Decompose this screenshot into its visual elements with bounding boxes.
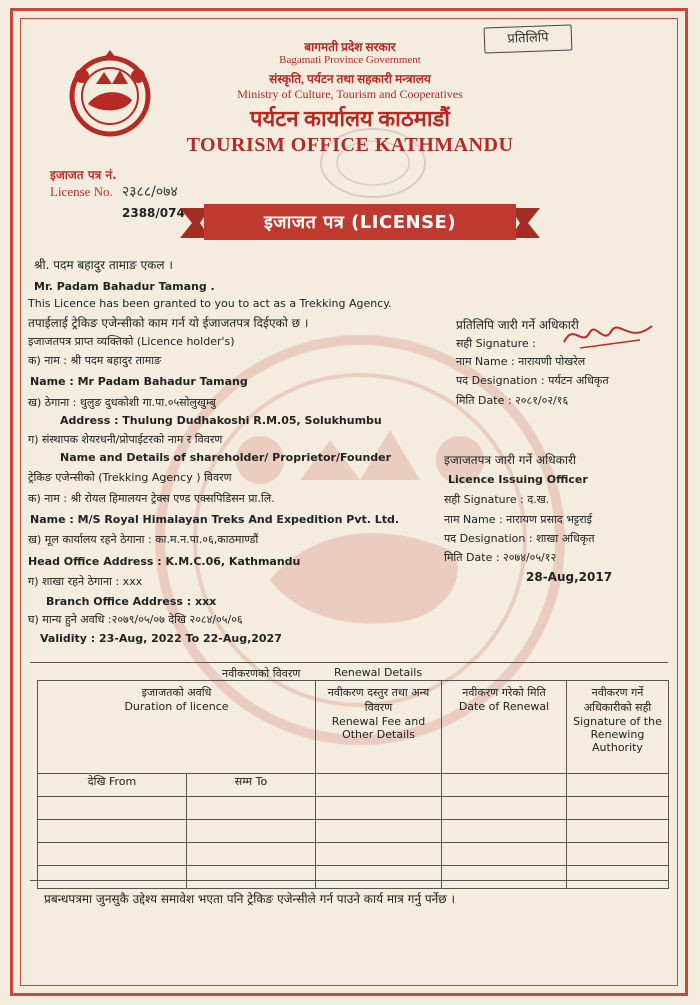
agency-section-label: ट्रेकिङ एजेन्सीको (Trekking Agency ) विवरण xyxy=(28,471,232,484)
col-fee-np: नवीकरण दस्तुर तथा अन्य विवरण xyxy=(327,686,430,714)
renewal-to-cell xyxy=(187,774,316,797)
holder-section-label: इजाजतपत्र प्राप्त व्यक्तिको (Licence holder's) xyxy=(28,335,235,348)
holder-name-en-line: Name : Mr Padam Bahadur Tamang xyxy=(30,375,248,388)
copy-officer-designation: पद Designation : पर्यटन अधिकृत xyxy=(456,374,609,387)
renewal-table-row xyxy=(38,774,669,797)
renewal-cell xyxy=(567,774,669,797)
col-date-np: नवीकरण गरेको मिति xyxy=(462,686,546,699)
license-no-label-np: इजाजत पत्र नं. xyxy=(50,168,117,182)
renewal-from-cell xyxy=(38,774,187,797)
renewal-col-signature xyxy=(567,681,669,774)
holder-salutation-np: श्री. पदम बहादुर तामाङ एकल । xyxy=(34,258,173,272)
issuing-officer-title-np: इजाजतपत्र जारी गर्ने अधिकारी xyxy=(444,453,576,467)
col-signature-np: नवीकरण गर्ने अधिकारीको सही xyxy=(583,686,652,714)
renewal-table-row xyxy=(38,797,669,820)
shareholder-label-en: Name and Details of shareholder/ Proprietor/Founder xyxy=(60,451,392,464)
renewal-divider xyxy=(30,662,668,663)
copy-stamp: प्रतिलिपि xyxy=(484,24,573,53)
renewal-title-en: Renewal Details xyxy=(334,666,423,679)
renewal-cell xyxy=(316,774,442,797)
office-title-en: TOURISM OFFICE KATHMANDU xyxy=(186,134,514,156)
renewal-table-header-row xyxy=(38,681,669,774)
grant-text-np: तपाईलाई ट्रेकिङ एजेन्सीको काम गर्न यो ईजाजतपत्र दिईएको छ । xyxy=(28,316,309,330)
grant-text-en: This Licence has been granted to you to act as a Trekking Agency. xyxy=(28,297,392,310)
to-label: सम्म To xyxy=(234,775,268,788)
footer-divider xyxy=(30,880,668,881)
renewal-table-row xyxy=(38,820,669,843)
issuing-officer-name: नाम Name : नारायण प्रसाद भट्टराई xyxy=(444,513,593,526)
ministry-title-np: संस्कृति, पर्यटन तथा सहकारी मन्त्रालय xyxy=(269,72,431,86)
issuing-officer-date-en: 28-Aug,2017 xyxy=(526,570,613,584)
issuing-officer-signature: सही Signature : द.ख. xyxy=(444,493,550,506)
renewal-cell xyxy=(442,774,567,797)
head-office-np: ख) मूल कार्यालय रहने ठेगाना : का.म.न.पा.०६,काठमाण्डौं xyxy=(28,533,259,546)
branch-office-en: Branch Office Address : xxx xyxy=(46,595,217,608)
copy-officer-signature: सही Signature : xyxy=(456,337,536,350)
renewal-col-date xyxy=(442,681,567,774)
footer-note: प्रबन्धपत्रमा जुनसुकै उद्देश्य समावेश भएता पनि ट्रेकिङ एजेन्सीले गर्न पाउने कार्य मात्र गर्नु पर्नेछ । xyxy=(44,892,456,906)
col-duration-np: इजाजतको अवधि xyxy=(141,686,212,699)
license-no-label-en: License No. xyxy=(50,184,113,199)
copy-officer-title: प्रतिलिपि जारी गर्ने अधिकारी xyxy=(456,318,579,332)
province-title-en: Bagamati Province Government xyxy=(279,54,421,66)
col-date-en: Date of Renewal xyxy=(458,700,550,713)
from-label: देखि From xyxy=(87,775,137,788)
validity-en: Validity : 23-Aug, 2022 To 22-Aug,2027 xyxy=(40,632,282,645)
branch-office-np: ग) शाखा रहने ठेगाना : xxx xyxy=(28,575,143,588)
holder-address-np: ख) ठेगाना : थुलुङ दुधकोशी गा.पा.०५सोलुखुम्बु xyxy=(28,396,216,409)
license-banner-title: इजाजत पत्र (LICENSE) xyxy=(263,212,457,233)
agency-name-en: Name : M/S Royal Himalayan Treks And Expedition Pvt. Ltd. xyxy=(30,513,400,526)
renewal-table-row xyxy=(38,843,669,866)
ministry-title-en: Ministry of Culture, Tourism and Cooperatives xyxy=(237,87,463,101)
copy-officer-signature-scribble-icon xyxy=(560,318,656,352)
renewal-table-row xyxy=(38,866,669,889)
issuing-officer-title-en: Licence Issuing Officer xyxy=(448,473,588,486)
holder-name-en: Mr. Padam Bahadur Tamang . xyxy=(34,280,215,293)
col-signature-en: Signature of the Renewing Authority xyxy=(573,715,662,754)
issuing-officer-designation: पद Designation : शाखा अधिकृत xyxy=(444,532,595,545)
holder-name-np-line: क) नाम : श्री पदम बहादुर तामाङ xyxy=(28,354,162,367)
license-no-value-np: २३८८/०७४ xyxy=(122,184,178,200)
validity-np: घ) मान्य हुने अवधि :२०७९/०५/०७ देखि २०८४/०५/०६ xyxy=(28,613,243,626)
renewal-col-duration xyxy=(38,681,316,774)
province-title-np: बागमती प्रदेश सरकार xyxy=(304,40,396,54)
renewal-title-np: नवीकरणको विवरण xyxy=(222,667,301,680)
shareholder-label-np: ग) संस्थापक शेयरधनी/प्रोपाईटरको नाम र विवरण xyxy=(28,433,223,446)
office-title-np: पर्यटन कार्यालय काठमाडौं xyxy=(250,106,450,131)
copy-officer-name: नाम Name : नारायणी पोखरेल xyxy=(456,355,586,368)
col-duration-en: Duration of licence xyxy=(124,700,229,713)
copy-officer-date: मिति Date : २०८१/०२/१६ xyxy=(456,394,569,407)
holder-address-en: Address : Thulung Dudhakoshi R.M.05, Solukhumbu xyxy=(60,414,382,427)
renewal-col-fee xyxy=(316,681,442,774)
head-office-en: Head Office Address : K.M.C.06, Kathmandu xyxy=(28,555,301,568)
renewal-table xyxy=(37,680,669,889)
license-no-value-en: 2388/074 xyxy=(122,206,185,220)
issuing-officer-date: मिति Date : २०७४/०५/१२ xyxy=(444,551,557,564)
col-fee-en: Renewal Fee and Other Details xyxy=(331,715,426,741)
agency-name-np: क) नाम : श्री रोयल हिमालयन ट्रेक्स एण्ड एक्सपिडिसन प्रा.लि. xyxy=(28,492,275,505)
